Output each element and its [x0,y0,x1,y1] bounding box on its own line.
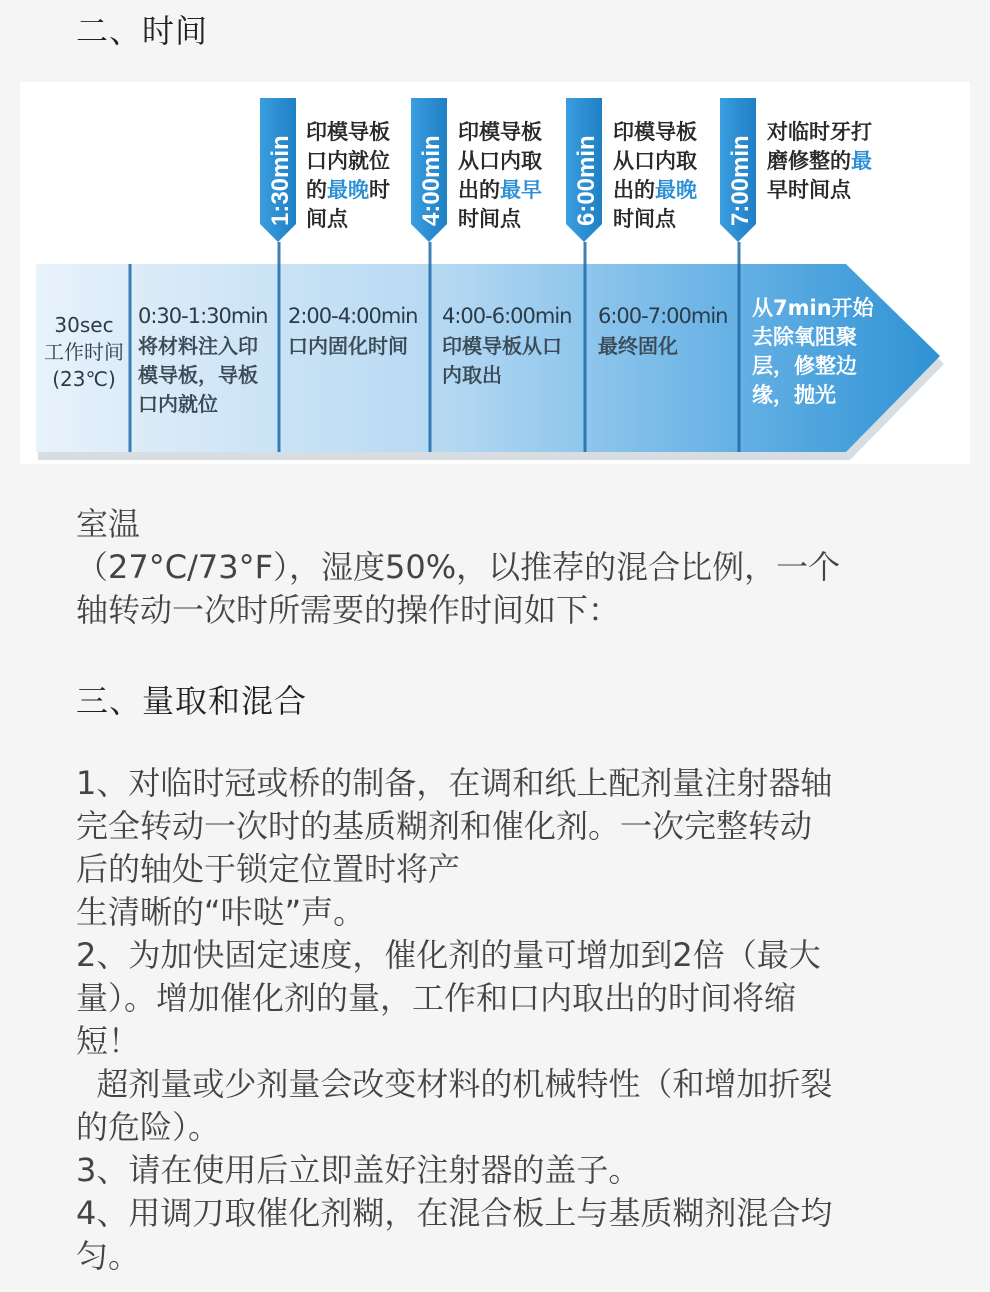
marker-label-3: 印模导板 从口内取 出的最晚 时间点 [613,120,697,231]
mixing-instructions: 1、对临时冠或桥的制备，在调和纸上配剂量注射器轴 完全转动一次时的基质糊剂和催化剂。一次完整转动 后的轴处于锁定位置时将产 生清晰的“咔哒”声。 2、为加快固定速度，催化剂的量可增加到2倍（最大 量）。增加催化剂的量，工作和口内取出的时间将缩 短！ 超剂量或少剂量会改变材料的机械特性（和增加折裂 的危险）。 3、请在使用后立即盖好注射器的盖子。 4、用调刀取催化剂糊，在混合板上与基质糊剂混合均 匀。 [76,764,833,1275]
timeline-diagram: 1:30min 4:00min 6:00min 7:00min 印模导板 口内就位 的最晚时 间点 印模导板 从口内取 出的最早 时间点 印模导板 从口内取 出的最晚 时间点 对临时牙打 磨修整的最 早时间点 30sec 工作时间 (23℃) 0:30-1:30min 将材料注入印 模导板，导板 口内就位 2:00-4:00min 口内固化时间 4:00-6:00min 印模导板从口 内取出 6:00-7:00min 最终固化 从7min开始 去除氧阻聚 层，修整边 缘，抛光 [20,82,970,464]
marker-time-4: 7:00min [727,135,754,226]
marker-time-1: 1:30min [267,135,294,226]
working-time-paragraph: 室温 （27°C/73°F），湿度50%，以推荐的混合比例，一个 轴转动一次时所需要的操作时间如下： [76,505,841,629]
marker-label-4: 对临时牙打 磨修整的最 早时间点 [767,120,872,202]
marker-time-2: 4:00min [418,135,445,226]
section-title-mixing: 三、量取和混合 [76,682,308,720]
marker-time-3: 6:00min [573,135,600,226]
marker-label-2: 印模导板 从口内取 出的最早 时间点 [458,120,542,231]
marker-label-1: 印模导板 口内就位 的最晚时 间点 [306,120,390,231]
section-title-time: 二、时间 [76,12,209,50]
segment-working-time: 30sec 工作时间 (23℃) [44,313,124,391]
segment-finishing: 从7min开始 去除氧阻聚 层，修整边 缘，抛光 [752,296,874,407]
